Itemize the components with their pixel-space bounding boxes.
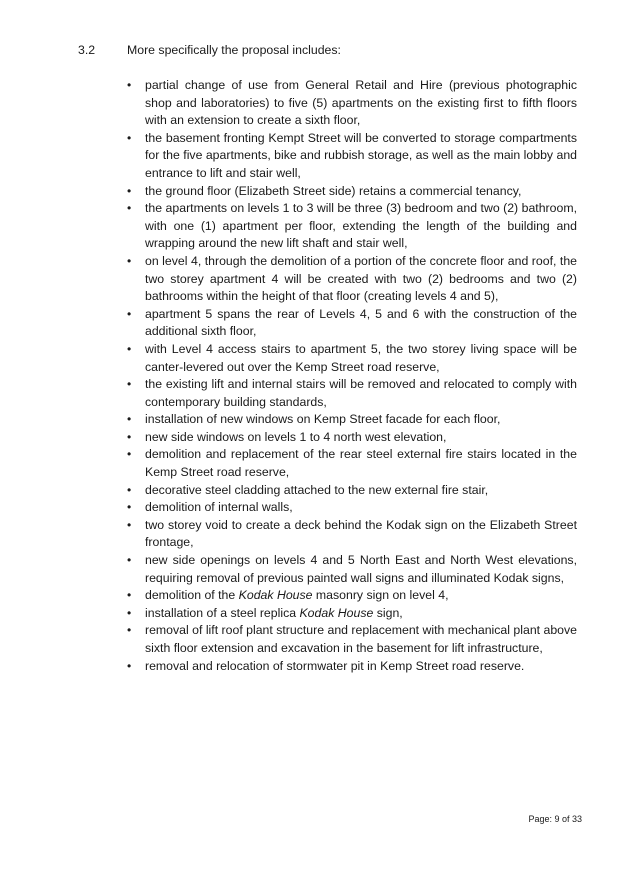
bullet-text: sign,: [373, 605, 403, 620]
bullet-item: [127, 411, 577, 429]
bullet-text: demolition and replacement of the rear steel external fire stairs located in the Kemp Street road reserve,: [145, 447, 577, 480]
bullet-item: [127, 499, 577, 517]
bullet-text: partial change of use from General Retail and Hire (previous photographic shop and laboratories) to five (5) apartments on the existing first to fifth floors with an extension to create a sixth floor,: [145, 78, 577, 128]
bullet-text: demolition of internal walls,: [145, 500, 293, 515]
bullet-icon: •: [127, 78, 132, 92]
bullet-item: [127, 341, 577, 376]
bullet-icon: •: [127, 201, 132, 216]
bullet-item: [127, 130, 577, 183]
proposal-bullet-list: [127, 77, 577, 675]
bullet-item: [127, 77, 577, 130]
bullet-icon: •: [127, 429, 132, 444]
bullet-item: [127, 622, 577, 657]
bullet-text: masonry sign on level 4,: [312, 588, 449, 603]
bullet-icon: •: [127, 447, 132, 462]
section-heading: [78, 42, 341, 59]
bullet-item: [127, 552, 577, 587]
bullet-text: on level 4, through the demolition of a portion of the concrete floor and roof, the two storey apartment 4 will be created with two (2) bedrooms and two (2) bathrooms within the height of that floor (creating levels 4 and 5),: [145, 253, 577, 304]
bullet-icon: •: [127, 341, 132, 356]
bullet-text: the basement fronting Kempt Street will be converted to storage compartments for the five apartments, bike and rubbish storage, as well as the main lobby and entrance to lift and stair well,: [145, 130, 578, 180]
bullet-text: the ground floor (Elizabeth Street side) retains a commercial tenancy,: [145, 183, 522, 198]
bullet-text: new side openings on levels 4 and 5 North East and North West elevations, requiring removal of previous painted wall signs and illuminated Kodak signs,: [145, 553, 577, 585]
bullet-item: [127, 605, 577, 623]
bullet-icon: •: [127, 517, 132, 532]
bullet-icon: •: [127, 588, 132, 603]
bullet-icon: •: [127, 130, 132, 145]
bullet-text: removal and relocation of stormwater pit in Kemp Street road reserve.: [145, 658, 525, 673]
bullet-text: demolition of the: [145, 588, 239, 603]
bullet-text: the existing lift and internal stairs will be removed and relocated to comply with contemporary building standards,: [145, 377, 577, 409]
bullet-icon: •: [127, 500, 132, 515]
bullet-icon: •: [127, 482, 132, 497]
bullet-item: [127, 200, 577, 253]
bullet-icon: •: [127, 253, 132, 268]
bullet-italic-text: Kodak House: [299, 605, 374, 620]
section-heading-text: More specifically the proposal includes:: [127, 43, 341, 57]
bullet-item: [127, 482, 577, 500]
bullet-icon: •: [127, 605, 132, 620]
bullet-icon: •: [127, 658, 132, 673]
page-number-footer: Page: 9 of 33: [528, 814, 582, 824]
bullet-item: [127, 306, 577, 341]
bullet-item: [127, 446, 577, 481]
bullet-item: [127, 183, 577, 201]
bullet-item: [127, 253, 577, 306]
bullet-item: [127, 658, 577, 676]
bullet-icon: •: [127, 553, 132, 568]
bullet-text: decorative steel cladding attached to the new external fire stair,: [145, 482, 489, 497]
bullet-item: [127, 517, 577, 552]
bullet-item: [127, 429, 577, 447]
bullet-text: removal of lift roof plant structure and replacement with mechanical plant above sixth floor extension and excavation in the basement for lift infrastructure,: [145, 623, 577, 655]
section-number: 3.2: [78, 43, 96, 57]
bullet-text: installation of a steel replica: [145, 605, 300, 620]
bullet-item: [127, 587, 577, 605]
bullet-italic-text: Kodak House: [238, 588, 313, 603]
bullet-icon: •: [127, 623, 132, 638]
bullet-icon: •: [127, 306, 132, 321]
bullet-text: with Level 4 access stairs to apartment 5, the two storey living space will be canter-levered out over the Kemp Street road reserve,: [145, 341, 577, 374]
bullet-text: installation of new windows on Kemp Street facade for each floor,: [145, 412, 501, 427]
bullet-text: two storey void to create a deck behind the Kodak sign on the Elizabeth Street frontage,: [145, 517, 577, 550]
bullet-text: new side windows on levels 1 to 4 north west elevation,: [145, 429, 447, 444]
bullet-text: the apartments on levels 1 to 3 will be three (3) bedroom and two (2) bathroom, with one (1) apartment per floor, extending the length of the building and wrapping around the new lift shaft and stair well,: [145, 201, 577, 251]
bullet-text: apartment 5 spans the rear of Levels 4, 5 and 6 with the construction of the additional sixth floor,: [145, 306, 577, 339]
bullet-icon: •: [127, 377, 132, 392]
bullet-icon: •: [127, 183, 132, 198]
bullet-icon: •: [127, 412, 132, 427]
bullet-item: [127, 376, 577, 411]
